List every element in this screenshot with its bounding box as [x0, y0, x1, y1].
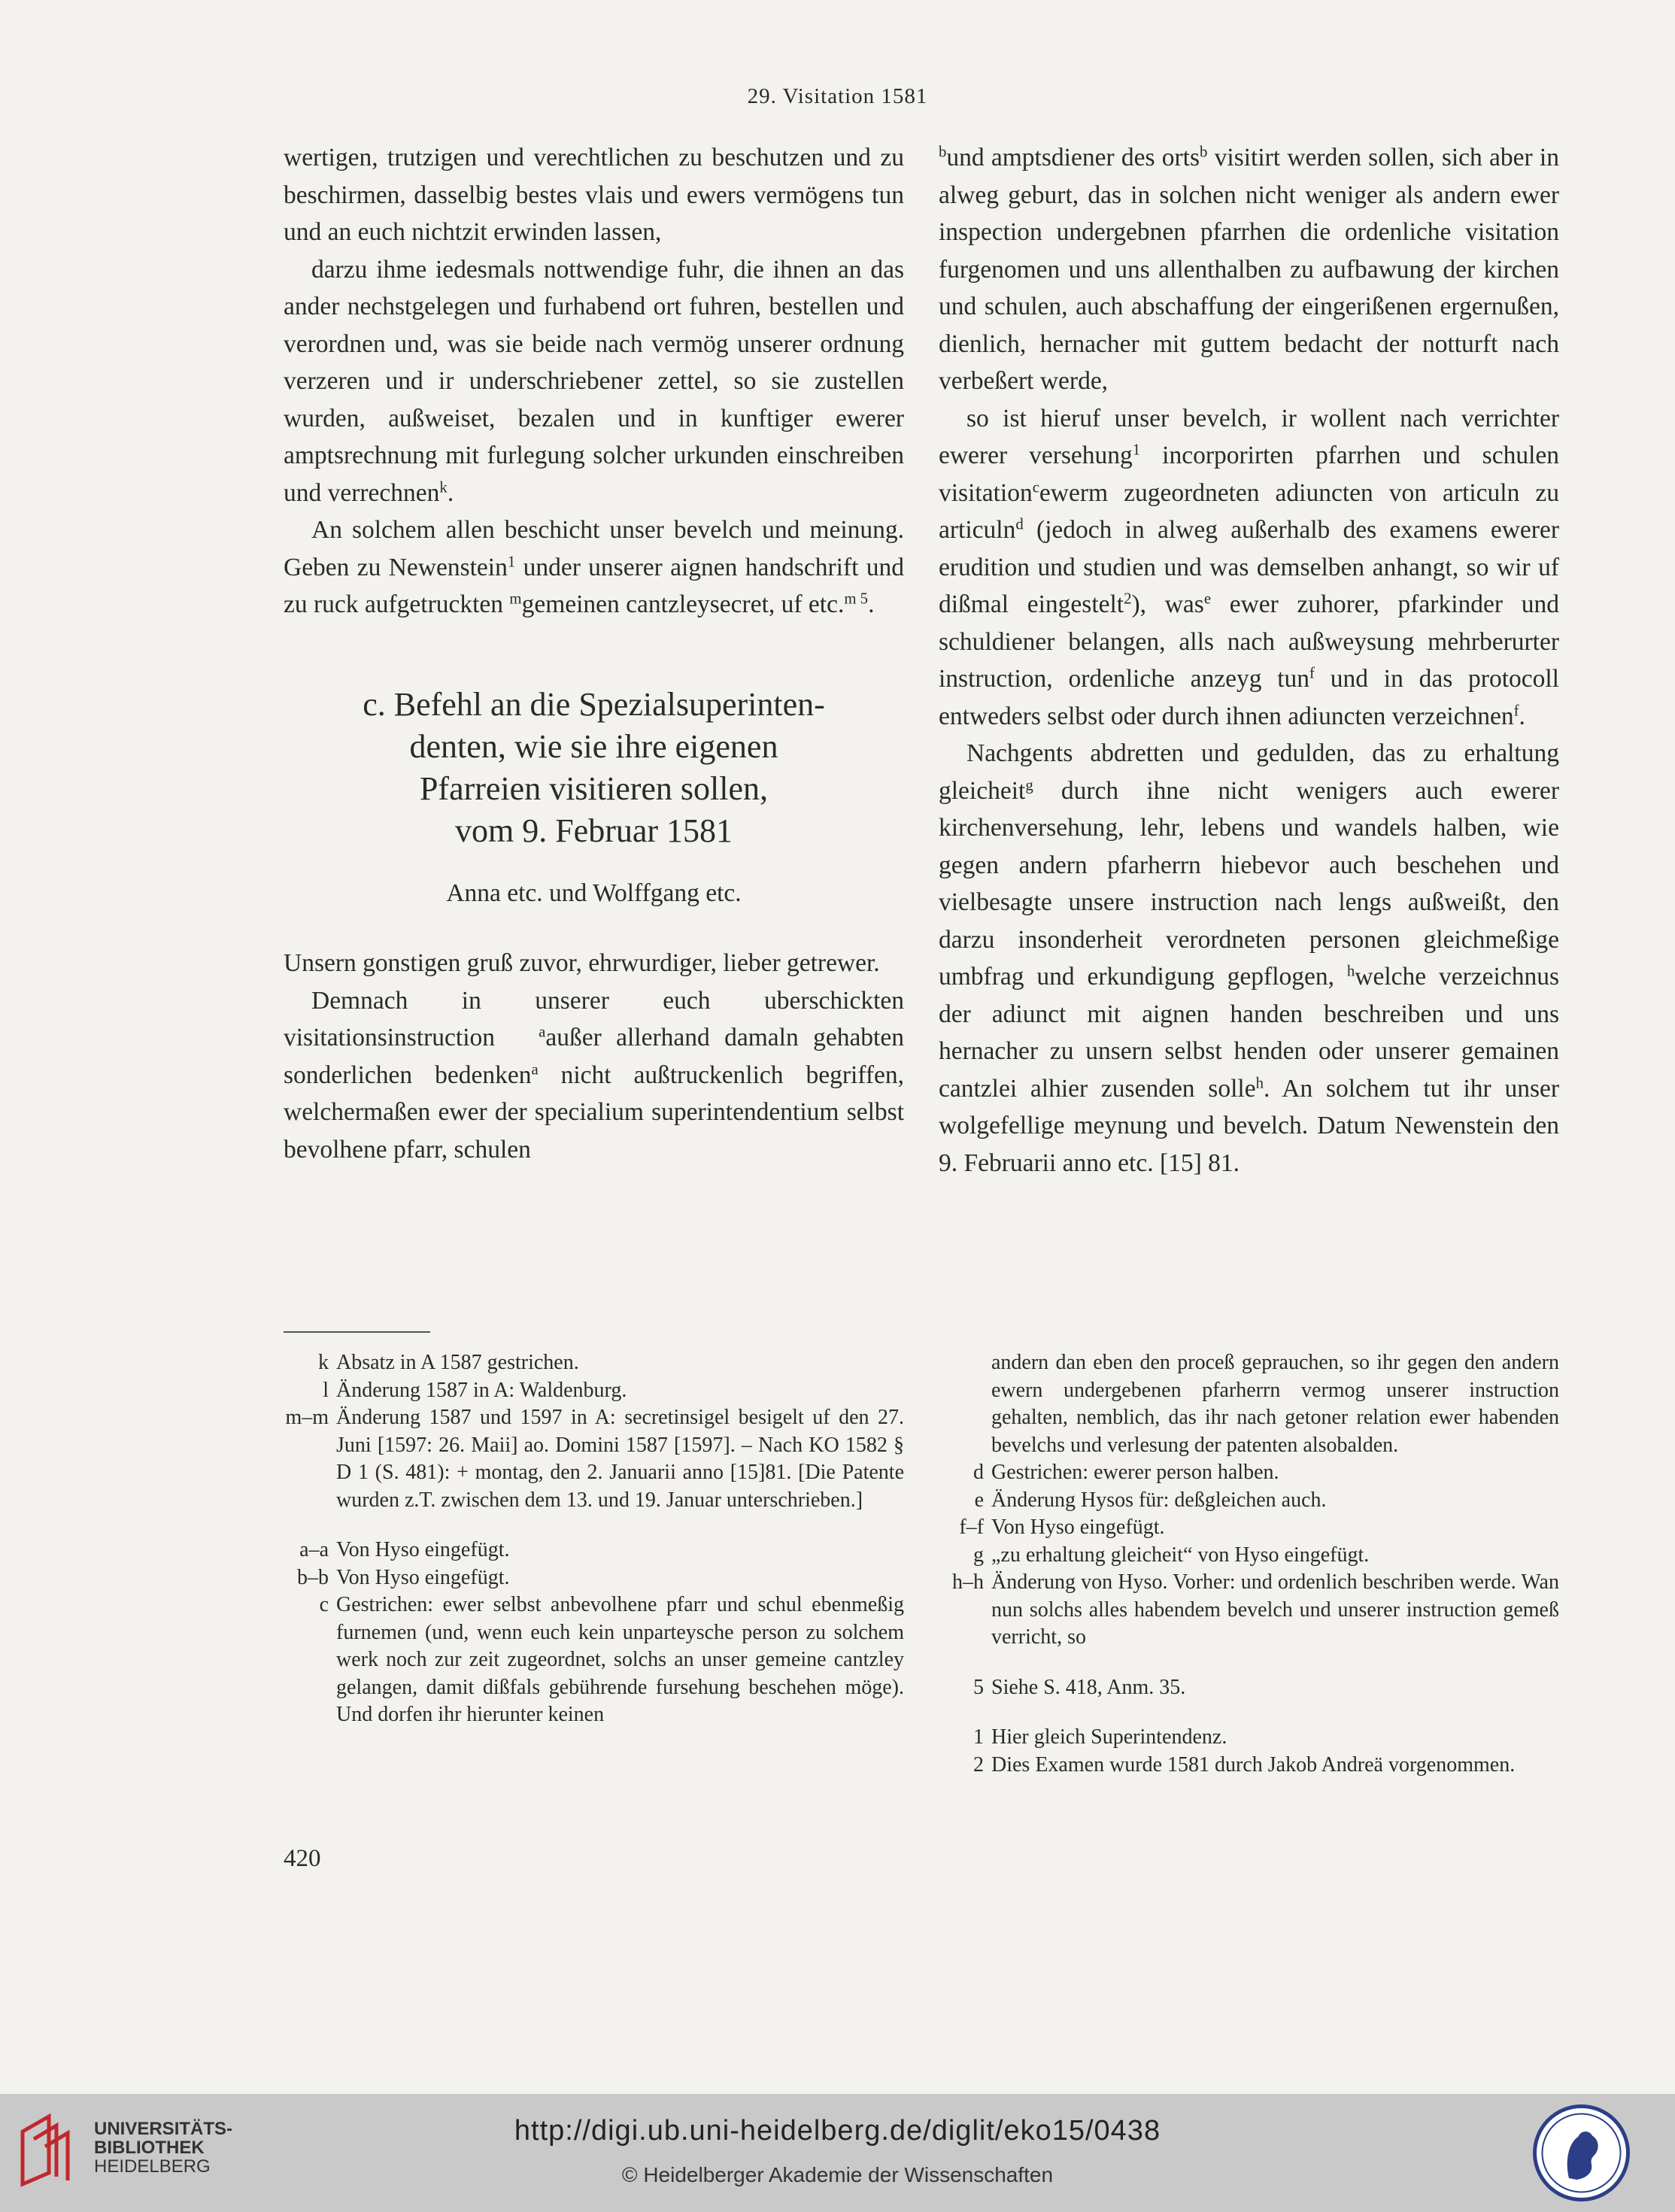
footnote-text: Von Hyso eingefügt. [336, 1565, 510, 1589]
footnote [939, 1349, 1559, 1459]
footnote-mark: 1 [973, 1725, 984, 1749]
digital-url-link[interactable]: http://digi.ub.uni-heidelberg.de/diglit/eko15/0438 [514, 2115, 1161, 2147]
footnote [284, 1404, 904, 1514]
library-name-line2: BIBLIOTHEK [94, 2138, 205, 2158]
footnote-text: Absatz in A 1587 gestrichen. [336, 1351, 579, 1374]
footnote [939, 1674, 1559, 1702]
footnote-text: Von Hyso eingefügt. [991, 1516, 1165, 1539]
right-paragraphs [939, 139, 1559, 1182]
footnote [939, 1542, 1559, 1570]
footnote-mark: l [323, 1378, 329, 1402]
footnote-rule [284, 1331, 430, 1333]
left-paragraph: An solchem allen beschicht unser bevelch und meinung. Geben zu Newenstein$^1$ under unserer aignen handschrift und zu ruck aufgetruckten $^m$gemeinen cantzleysecret, uf etc.$^{m 5}$. [284, 516, 904, 618]
footnotes-right-group2 [939, 1674, 1559, 1702]
footnote-text: Siehe S. 418, Anm. 35. [991, 1675, 1186, 1699]
heading-line: vom 9. Februar 1581 [454, 812, 733, 849]
heading-line: Pfarreien visitieren sollen, [419, 769, 769, 807]
left-paragraphs [284, 139, 904, 624]
footnote [284, 1349, 904, 1377]
left-after-paragraph: Demnach in unserer euch uberschickten visitationsinstruction $^a$außer allerhand damaln gehabten sonderlichen bedenken$^a$ nicht außtruckenlich begriffen, welchermaßen ewer der specialium superintendentium selbst bevolhene pfarr, schulen [284, 986, 904, 1164]
footnote-mark: m–m [285, 1406, 329, 1429]
footnotes-right [939, 1349, 1559, 1779]
footer-bar [0, 2094, 1675, 2212]
left-paragraph: darzu ihme iedesmals nottwendige fuhr, die ihnen an das ander nechstgelegen und furhabend ort fuhren, bestellen und verordnen und, was sie beide nach vermög unserer ordnung verzeren und ir underschriebener zettel, so sie zustellen wurden, außweiset, bezalen und in kunftiger ewerer amptsrechnung mit furlegung solcher urkunden einschreiben und verrechnen$^k$. [284, 255, 904, 507]
footnote-mark: k [318, 1351, 329, 1374]
footnote-mark: b–b [297, 1565, 329, 1589]
footnote [284, 1564, 904, 1592]
heading-line: c. Befehl an die Spezialsuperinten- [363, 685, 825, 723]
footnote-text: Änderung 1587 in A: Waldenburg. [336, 1378, 627, 1402]
footnote-mark: g [973, 1543, 984, 1567]
footnotes-left [284, 1349, 904, 1729]
footnote-mark: f–f [959, 1516, 984, 1539]
footnote-text: Von Hyso eingefügt. [336, 1538, 510, 1561]
footnote [284, 1377, 904, 1405]
left-after-paragraph: Unsern gonstigen gruß zuvor, ehrwurdiger, lieber getrewer. [284, 949, 880, 977]
footnote-text: „zu erhaltung gleicheit“ von Hyso eingefügt. [991, 1543, 1370, 1567]
footnote [284, 1591, 904, 1729]
right-column [939, 139, 1559, 1182]
footnote-mark: h–h [952, 1570, 984, 1594]
footnotes-right-group3 [939, 1724, 1559, 1779]
footnote-text: Änderung Hysos für: deßgleichen auch. [991, 1488, 1327, 1512]
footnotes-left-group2 [284, 1537, 904, 1729]
running-head: 29. Visitation 1581 [747, 84, 928, 108]
footnote-mark: d [973, 1461, 984, 1484]
footnote-text: Hier gleich Superintendenz. [991, 1725, 1227, 1749]
footnote-mark: 2 [973, 1752, 984, 1777]
heading-line: denten, wie sie ihre eigenen [409, 727, 778, 765]
footnotes-left-group1 [284, 1349, 904, 1514]
footnote-mark: a–a [299, 1538, 329, 1561]
footnote [939, 1752, 1559, 1780]
footnote-text: Änderung von Hyso. Vorher: und ordenlich beschriben werde. Wan nun solchs alles habendem bevelch und unserer instruction gemeß verricht, so [991, 1570, 1559, 1649]
right-paragraph: so ist hieruf unser bevelch, ir wollent nach verrichter ewerer versehung$^1$ incorporirten pfarrhen und schulen visitation$^c$ewerm zugeordneten adiuncten von articuln zu articuln$^d$ (jedoch in alweg außerhalb des examens ewerer erudition und studien und was demselben anhangt, so wir uf dißmal eingestelt$^2$), was$^e$ ewer zuhorer, pfarkinder und schuldiener belangen, alls nach außweysung mehrberurter instruction, ordenliche anzeyg tun$^f$ und in das protocoll entweders selbst oder durch ihnen adiuncten verzeichnen$^f$. [939, 404, 1559, 730]
footnote-text: Änderung 1587 und 1597 in A: secretinsigel besigelt uf den 27. Juni [1597: 26. Maii] ao. Domini 1587 [1597]. – Nach KO 1582 § D 1 (S. 481): + montag, den 2. Januarii anno [15]81. [Die Patente wurden z.T. zwischen dem 13. und 19. Januar unterschrieben.] [336, 1406, 904, 1512]
page-number: 420 [284, 1845, 321, 1872]
footnote-text: Gestrichen: ewer selbst anbevolhene pfarr und schul ebenmeßig furnemen (und, wenn euch kein unparteysche person zu solchem werk noch zur zeit zugeordnet, solchs an unser gemeine cantzley gelangen, damit dißfals gebührende fursehung beschehen möge). Und dorfen ihr hierunter keinen [336, 1593, 904, 1726]
section-subheading: Anna etc. und Wolffgang etc. [446, 878, 742, 907]
left-paragraphs-after [284, 945, 904, 1168]
copyright-notice: © Heidelberger Akademie der Wissenschaften [621, 2163, 1054, 2186]
footnote-text: Gestrichen: ewerer person halben. [991, 1461, 1279, 1484]
footnote [939, 1514, 1559, 1542]
footnote-text: andern dan eben den proceß geprauchen, so ihr gegen den andern ewern undergebenen pfarherrn vermog unserer instruction gehalten, nemblich, das ihr nach getoner relation ewer habenden bevelchs und verlesung der patenten alsobalden. [991, 1351, 1559, 1457]
footnote [939, 1459, 1559, 1487]
academy-seal-icon [1531, 2103, 1631, 2203]
footnote [939, 1724, 1559, 1752]
footnote [284, 1537, 904, 1564]
section-heading [284, 684, 904, 852]
footnote-mark: e [974, 1488, 984, 1512]
footnote-mark [939, 1349, 991, 1459]
left-paragraph: wertigen, trutzigen und verechtlichen zu beschutzen und zu beschirmen, dasselbig bestes vlais und ewers vermögens tun und an euch nichtzit erwinden lassen, [284, 144, 904, 246]
footnote [939, 1487, 1559, 1515]
library-name-line1: UNIVERSITÄTS- [94, 2119, 233, 2139]
footnotes-right-group1 [939, 1349, 1559, 1652]
right-paragraph: Nachgents abdretten und gedulden, das zu erhaltung gleicheit$^g$ durch ihne nicht wenigers auch ewerer kirchenversehung, lehr, lebens und wandels halben, wie gegen andern pfarherrn hiebevor auch beschehen und vielbesagte unsere instruction nach lengs außweißt, den darzu insonderheit verordneten personen gleichmeßige umbfrag und erkundigung gepflogen, $^h$welche verzeichnus der adiunct mit aignen handen beschreiben und uns hernacher zu unsern selbst henden oder unserer gemainen cantzlei alhier zusenden solle$^h$. An solchem tut ihr unser wolgefellige meynung und bevelch. Datum Newenstein den 9. Februarii anno etc. [15] 81. [939, 739, 1560, 1177]
footnote [939, 1569, 1559, 1652]
footnote-mark: 5 [973, 1675, 984, 1699]
footnote-text: Dies Examen wurde 1581 durch Jakob Andreä vorgenommen. [991, 1752, 1516, 1777]
footnote-mark: c [319, 1593, 329, 1616]
right-paragraph: $^b$und amptsdiener des orts$^b$ visitirt werden sollen, sich aber in alweg geburt, das in solchen nicht weniger als andern ewer inspection undergebnen pfarrhen die ordenliche visitation furgenomen und uns allenthalben zu aufbawung der kirchen und schulen, auch abschaffung der eingerißenen ergernußen, dienlich, hernacher mit guttem bedacht der notturft nach verbeßert werde, [939, 143, 1559, 395]
left-column [284, 139, 904, 1168]
library-name-line3: HEIDELBERG [94, 2156, 211, 2177]
